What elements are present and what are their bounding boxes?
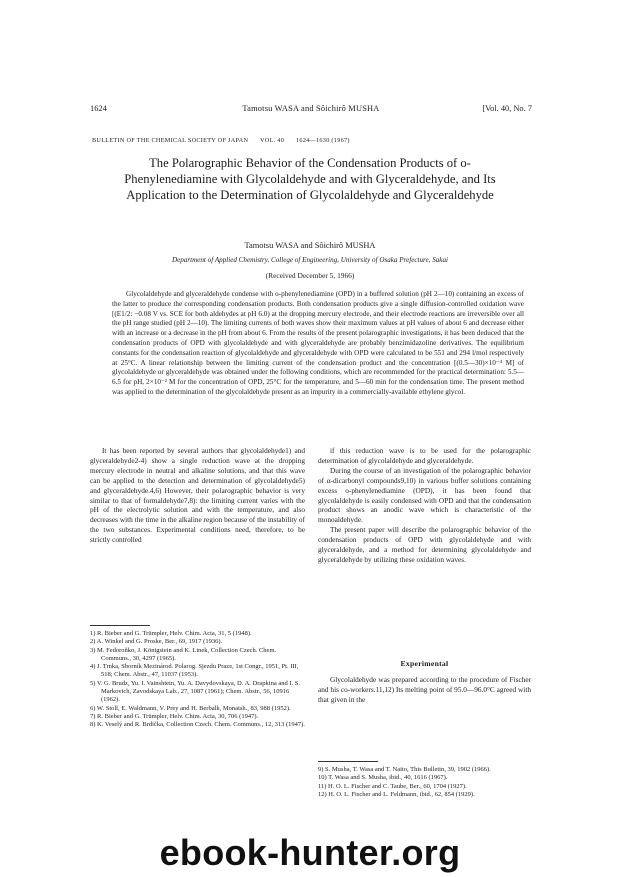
- received-date: (Received December 5, 1966): [265, 271, 355, 280]
- footnote: 12) H. O. L. Fischer and L. Feldmann, ibid., 62, 854 (1929).: [318, 790, 475, 798]
- article-affiliation: Department of Applied Chemistry, College of Engineering, University of Osaka Prefecture, Sakai: [172, 256, 448, 264]
- volume-issue: [Vol. 40, No. 7: [482, 104, 532, 113]
- body-column-left: [90, 446, 305, 545]
- experimental-paragraph: Glycolaldehyde was prepared according to the procedure of Fischer and his co-workers.11,12) Its melting point of 95.0—96.0°C agreed with that given in the: [318, 675, 531, 704]
- footnote: 10) T. Wasa and S. Musha, ibid., 40, 1616 (1967).: [318, 774, 448, 782]
- article-authors: Tamotsu WASA and Sôichirô MUSHA: [244, 241, 376, 250]
- journal-line: [92, 137, 360, 144]
- footnote: 6) W. Stoll, E. Waldmann, V. Prey and H. Berbalk, Monatsh., 83, 988 (1952).: [90, 704, 291, 712]
- footnote-divider: [318, 761, 378, 762]
- intro-paragraph: It has been reported by several authors that glycolaldehyde1) and glyceraldehyde2-4) show a single reduction wave at the dropping mercury electrode in neutral and alkaline solutions, and that this wave can be applied to the detection and determination of glycolaldehyde5) and glyceraldehyde.4,6) However, their polarographic behavior is very similar to that of formaldehyde7,8): the limiting current varies with the pH of the electrolytic solution and with the temperature, and also decreases with the time in the alkaline region because of the instability of the two substances. Experimental conditions need, therefore, to be strictly controlled: [90, 446, 305, 545]
- journal-volume: VOL. 40: [259, 137, 285, 144]
- footnote: 8) K. Veselý and R. Brdička, Collection Czech. Chem. Communs., 12, 313 (1947).: [90, 721, 305, 729]
- footnotes-left: [90, 630, 305, 730]
- body-paragraph: During the course of an investigation of the polarographic behavior of α-dicarbonyl compounds9,10) in various buffer solutions containing excess o-phenylenediamine (OPD), it has been found that glycolaldehyde is easily condensed with OPD and that the condensation product shows an anodic wave which is characteristic of the monoaldehyde.: [318, 465, 531, 525]
- running-header: [90, 104, 532, 118]
- section-heading: Experimental: [400, 659, 449, 668]
- journal-pages: 1624—1630 (1967): [295, 137, 350, 144]
- footnote: 7) R. Bieber and G. Trümpler, Helv. Chim. Acta, 30, 706 (1947).: [90, 712, 259, 720]
- journal-name: BULLETIN OF THE CHEMICAL SOCIETY OF JAPAN: [92, 137, 249, 144]
- body-paragraph: if this reduction wave is to be used for the polarographic determination of glycolaldehyde and glyceraldehyde.: [318, 446, 531, 465]
- footnote-divider: [90, 625, 150, 626]
- watermark: ebook-hunter.org: [159, 832, 461, 873]
- body-column-right: [318, 446, 531, 565]
- article-title: The Polarographic Behavior of the Condensation Products of o-Phenylenediamine with Glycolaldehyde and with Glyceraldehyde, and Its Application to the Determination of Glycolaldehyde and Glyceraldehyde: [124, 156, 496, 203]
- page-number: 1624: [90, 104, 107, 113]
- abstract: Glycolaldehyde and glyceraldehyde condense with o-phenylenediamine (OPD) in a buffered solution (pH 2—10) containing an excess of the latter to produce the corresponding condensation products. Both condensation products give a single diffusion-controlled oxidation wave [(E1/2: −0.08 V vs. SCE for both aldehydes at pH 6.0) at the dropping mercury electrode, and their electrode reactions are irreversible over all the pH range studied (pH 2—10). The limiting currents of both waves show their maximum values at pH values of about 6 and decrease either with an increase or a decrease in the pH from about 6. From the results of the present polarographic investigations, it has been deduced that the condensation products of OPD with glycolaldehyde and with glyceraldehyde are probably benzimidazoline derivatives. The equilibrium constants for the condensation reaction of glycolaldehyde and glyceraldehyde with OPD were calculated to be 551 and 294 l/mol respectively at 25°C. A linear relationship between the limiting current of the condensation product and the concentration [(0.5—30)×10⁻⁴ M] of glycolaldehyde or glyceraldehyde was obtained under the following conditions, which are recommended for the practical determination: 5.5—6.5 for pH, 2×10⁻² M for the concentration of OPD, 25°C for the temperature, and 5—60 min for the condensation time. The present method was applied to the determination of the glycolaldehyde present as an impurity in a commercially-available ethylene glycol.: [112, 290, 524, 396]
- footnote: 5) V. G. Brudz, Yu. I. Vainshtein, Yu. A. Davydovskaya, D. A. Drapkina and I. S. Markovich, Zavodskaya Lab., 27, 1087 (1961); Chem. Abstr., 56, 10916 (1962).: [90, 679, 301, 704]
- footnote: 1) R. Bieber and G. Trümpler, Helv. Chim. Acta, 31, 5 (1948).: [90, 630, 252, 637]
- footnote: 4) J. Trnka, Sborník Mezinárod. Polarog. Sjezdu Praze, 1st Congr., 1951, Pt. III, 518; Chem. Abstr., 47, 11037 (1953).: [90, 663, 299, 679]
- footnotes-right: [318, 766, 531, 799]
- running-title: Tamotsu WASA and Sôichirô MUSHA: [242, 104, 380, 113]
- footnote: 3) M. Fedoroňko, J. Königstein and K. Linek, Collection Czech. Chem. Communs., 30, 4297 (1965).: [90, 646, 277, 662]
- footnote: 9) S. Musha, T. Wasa and T. Naito, This Bulletin, 39, 1902 (1966).: [318, 766, 491, 773]
- footnote: 2) A. Winkel and G. Proske, Ber., 69, 1917 (1936).: [90, 638, 223, 646]
- body-paragraph: The present paper will describe the polarographic behavior of the condensation products of OPD with glycolaldehyde and with glyceraldehyde, and a method for determining glycolaldehyde and glyceraldehyde by utilizing these oxidation waves.: [318, 525, 531, 564]
- footnote: 11) H. O. L. Fischer and C. Taube, Ber., 60, 1704 (1927).: [318, 782, 467, 790]
